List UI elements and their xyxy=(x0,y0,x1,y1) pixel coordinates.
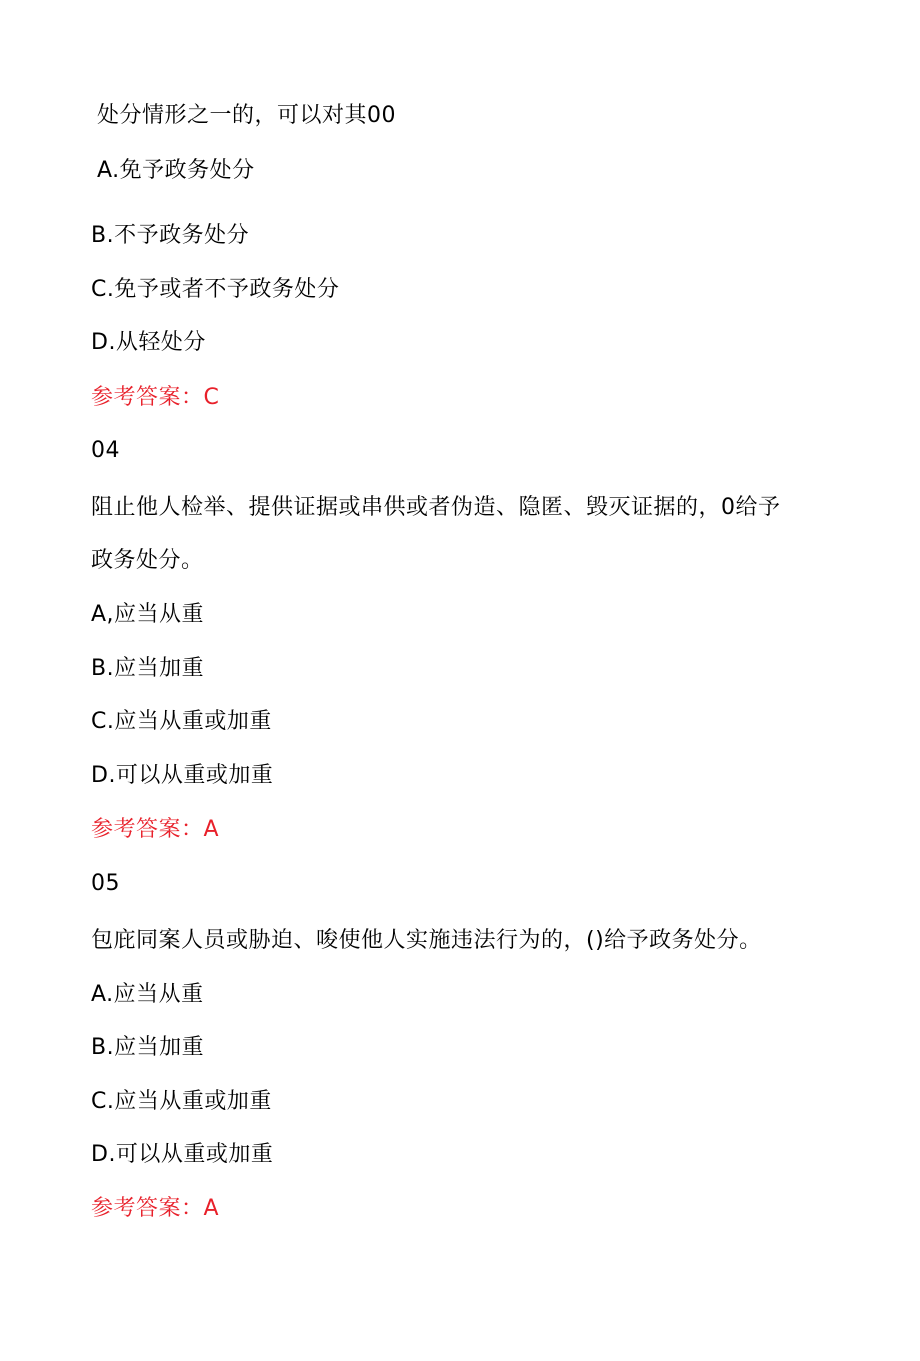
option-c: C.应当从重或加重 xyxy=(91,1089,272,1114)
option-c: C.应当从重或加重 xyxy=(91,709,272,734)
option-b: B.应当加重 xyxy=(91,1035,205,1060)
option-d: D.可以从重或加重 xyxy=(91,763,274,788)
option-b: B.不予政务处分 xyxy=(91,223,250,248)
question-number: 05 xyxy=(91,871,120,896)
option-a: A.免予政务处分 xyxy=(97,158,255,183)
answer-key: 参考答案：A xyxy=(91,817,220,842)
option-a: A,应当从重 xyxy=(91,602,205,627)
question-stem: 包庇同案人员或胁迫、唆使他人实施违法行为的，()给予政务处分。 xyxy=(91,928,762,953)
option-a: A.应当从重 xyxy=(91,982,204,1007)
answer-key: 参考答案：A xyxy=(91,1196,220,1221)
answer-key: 参考答案：C xyxy=(91,385,220,410)
option-d: D.从轻处分 xyxy=(91,330,206,355)
question-stem: 处分情形之一的，可以对其00 xyxy=(97,103,396,128)
question-stem: 阻止他人检举、提供证据或串供或者伪造、隐匿、毁灭证据的，0给予 xyxy=(91,495,781,520)
option-c: C.免予或者不予政务处分 xyxy=(91,277,340,302)
option-d: D.可以从重或加重 xyxy=(91,1142,274,1167)
question-number: 04 xyxy=(91,438,120,463)
question-stem-continued: 政务处分。 xyxy=(91,548,204,573)
option-b: B.应当加重 xyxy=(91,656,205,681)
